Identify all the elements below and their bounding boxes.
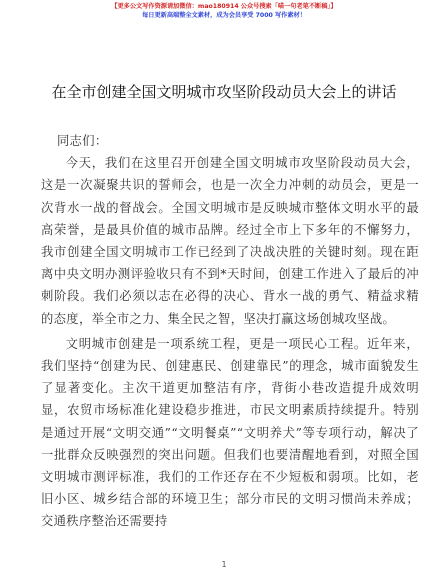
document-title: 在全市创建全国文明城市攻坚阶段动员大会上的讲话: [51, 83, 397, 101]
promo-line-1: 【更多公文写作资源请加微信：mao180914 公众号搜索「喵一句老笔不断稿」】: [111, 3, 337, 10]
paragraph-2: 文明城市创建是一项系统工程，更是一项民心工程。近年来，我们坚持“创建为民、创建惠民、创建靠民”的理念，城市面貌发生了显著变化。主次干道更加整洁有序，背街小巷改造提升成效明显，农贸市场标准化建设稳步推进，市民文明素质持续提升。特别是通过开展“文明交通”“文明餐桌”“文明养犬”等专项行动，解决了一批群众反映强烈的突出问题。但我们也要清醒地看到，对照全国文明城市测评标准，我们的工作还存在不少短板和弱项。比如，老旧小区、城乡结合部的环境卫生；部分市民的文明习惯尚未养成；交通秩序整治还需要持: [41, 336, 419, 529]
promo-line-2: 每日更新高端整全文素材，成为会员享受 7000 写作素材！: [142, 12, 306, 19]
greeting: 同志们：: [56, 134, 108, 148]
paragraph-1: 今天，我们在这里召开创建全国文明城市攻坚阶段动员大会，这是一次凝聚共识的誓师会，也是一次全力冲刺的动员会，更是一次背水一战的督战会。全国文明城市是反映城市整体文明水平的最高荣誉，是最具价值的城市品牌。经过全市上下多年的不懈努力，我市创建全国文明城市工作已经到了决战决胜的关键时刻。现在距离中央文明办测评验收只有不到*天时间，创建工作进入了最后的冲刺阶段。我们必须以志在必得的决心、背水一战的勇气、精益求精的态度，举全市之力、集全民之智，坚决打赢这场创城攻坚战。: [41, 156, 419, 326]
document-body: [41, 130, 419, 533]
promo-banner: [0, 2, 448, 20]
page-number: 1: [221, 560, 227, 569]
